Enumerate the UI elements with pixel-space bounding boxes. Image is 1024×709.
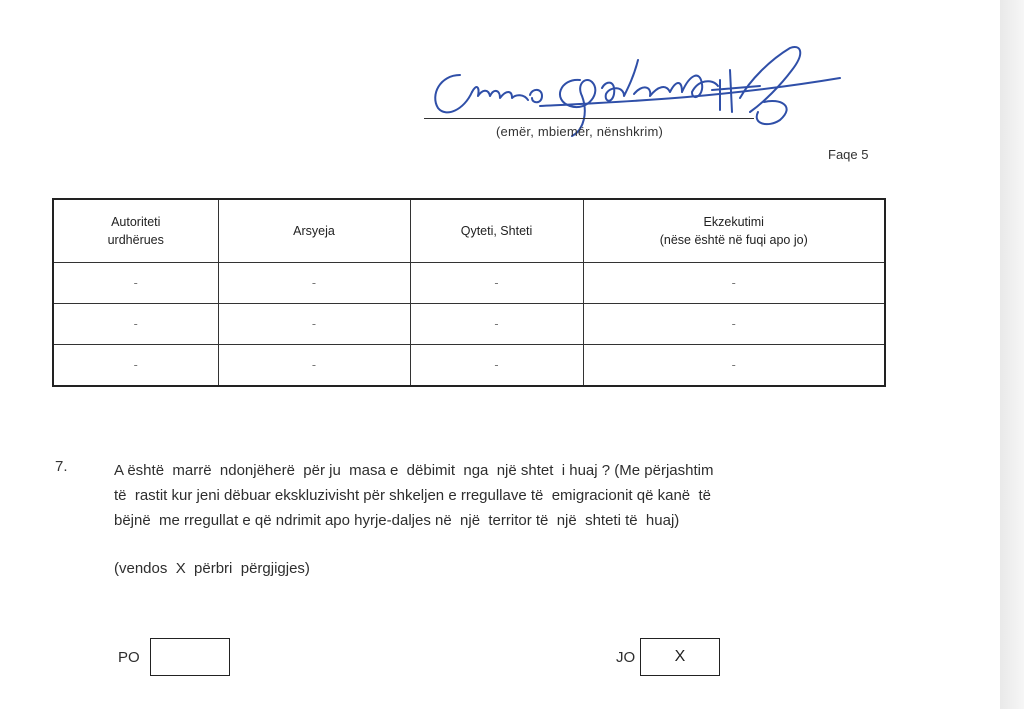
table-cell: - xyxy=(218,304,410,345)
question-line: të rastit kur jeni dëbuar ekskluzivisht për shkeljen e rregullave të emigracionit që kanë të xyxy=(114,487,711,504)
table-cell: - xyxy=(583,263,885,304)
header-reason: Arsyeja xyxy=(218,199,410,263)
question-text xyxy=(114,458,894,533)
table-row xyxy=(53,263,885,304)
table-cell: - xyxy=(218,345,410,387)
table-cell: - xyxy=(410,263,583,304)
signature-line xyxy=(424,118,754,119)
header-ordering-authority: Autoriteti urdhërues xyxy=(53,199,218,263)
table-cell: - xyxy=(53,304,218,345)
header-city-country: Qyteti, Shteti xyxy=(410,199,583,263)
table-cell: - xyxy=(583,304,885,345)
table-header-row xyxy=(53,199,885,263)
table-row xyxy=(53,304,885,345)
table-cell: - xyxy=(583,345,885,387)
question-number: 7. xyxy=(55,458,68,475)
table-cell: - xyxy=(53,345,218,387)
question-line: A është marrë ndonjëherë për ju masa e dëbimit nga një shtet i huaj ? (Me përjashtim xyxy=(114,462,714,479)
table-cell: - xyxy=(410,345,583,387)
no-checkbox[interactable]: X xyxy=(640,638,720,676)
table-cell: - xyxy=(218,263,410,304)
page-number: Faqe 5 xyxy=(828,147,869,162)
page-edge-shadow xyxy=(1000,0,1024,709)
signature-caption: (emër, mbiemër, nënshkrim) xyxy=(496,124,664,139)
table-cell: - xyxy=(53,263,218,304)
expulsion-table xyxy=(52,198,886,387)
table-cell: - xyxy=(410,304,583,345)
yes-checkbox[interactable] xyxy=(150,638,230,676)
table-row xyxy=(53,345,885,387)
answer-instruction: (vendos X përbri përgjigjes) xyxy=(114,560,310,577)
yes-label: PO xyxy=(118,649,140,666)
no-label: JO xyxy=(616,649,636,666)
question-line: bëjnë me rregullat e që ndrimit apo hyrje-daljes në një territor të një shteti të huaj) xyxy=(114,512,680,529)
header-execution: Ekzekutimi (nëse është në fuqi apo jo) xyxy=(583,199,885,263)
